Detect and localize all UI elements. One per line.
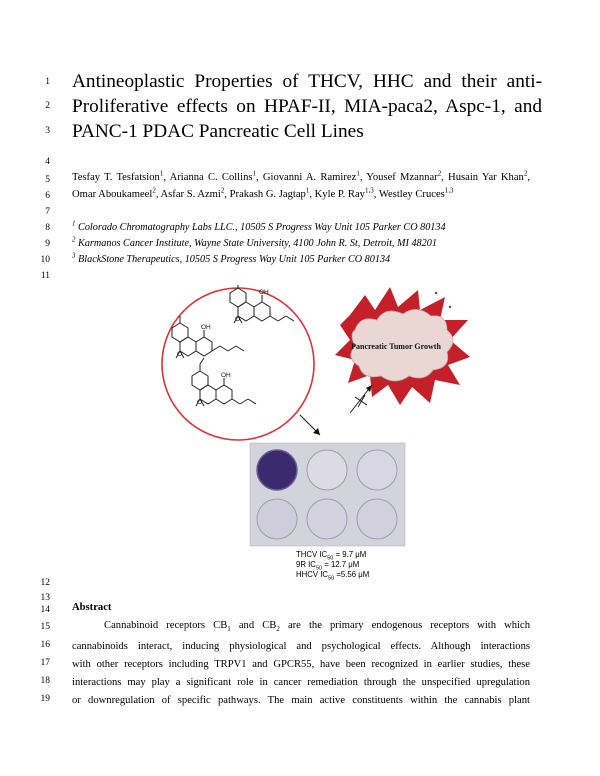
tumor-label: Pancreatic Tumor Growth: [351, 342, 441, 351]
author-affiliation-mark: 2: [523, 169, 528, 178]
ic50-value: 9R $IC_{50} = 12.7$ μM: [296, 560, 360, 572]
affiliation: [72, 221, 532, 235]
author-affiliation-mark: 2: [220, 185, 225, 194]
line-number: 16: [40, 640, 50, 650]
author-name: Kyle P. Ray: [314, 188, 365, 200]
line-number: 4: [45, 157, 50, 167]
line-number: 10: [40, 255, 50, 265]
line-number: 18: [40, 676, 50, 686]
affiliation: [72, 253, 532, 267]
line-number: 8: [45, 223, 50, 233]
author-name: Arianna C. Collins: [169, 172, 253, 183]
author-name: Westley Cruces: [378, 188, 445, 200]
line-number: 6: [45, 191, 50, 201]
abstract-line: with other receptors including TRPV1 and GPCR55, have been recognized in earlier studies, these: [72, 659, 530, 671]
author-name: Prakash G. Jagtap: [229, 188, 306, 200]
line-number: 3: [45, 126, 50, 136]
line-number: 9: [45, 239, 50, 249]
paper-title: [72, 69, 542, 144]
line-number: 15: [40, 622, 50, 632]
line-number: 12: [40, 578, 50, 588]
author-name: Omar Aboukameel: [72, 188, 153, 200]
line-number: 7: [45, 207, 50, 217]
line-number: 1: [45, 77, 50, 87]
well-plate-image: [250, 443, 405, 546]
author-affiliation-mark: 1: [305, 185, 310, 194]
line-number: 2: [45, 101, 50, 111]
line-number: 5: [45, 175, 50, 185]
line-number: 13: [40, 593, 50, 603]
abstract-heading: Abstract: [72, 602, 112, 613]
abstract-line: or downregulation of specific pathways. The main active constituents within the cannabis plant: [72, 695, 530, 707]
chemical-structures-panel: [162, 285, 320, 440]
svg-text:O: O: [235, 316, 241, 323]
author-affiliation-mark: 2: [152, 185, 156, 194]
line-number: 14: [40, 605, 50, 615]
author-name: Husain Yar Khan: [448, 172, 524, 183]
author-affiliation-mark: 1,3: [444, 185, 454, 194]
author-name: Yousef Mzannar: [366, 172, 438, 183]
abstract-line: cannabinoids interact, inducing physiological and psychological effects. Although interactions: [72, 641, 530, 653]
ic50-value: HHCV $IC_{50} =5.56$ μM: [296, 570, 370, 582]
svg-text:O: O: [177, 351, 183, 358]
author-name: Giovanni A. Ramirez: [262, 172, 357, 183]
title-line: PANC-1 PDAC Pancreatic Cell Lines: [72, 121, 364, 142]
affiliation: [72, 237, 532, 251]
author-affiliation-mark: 1: [159, 169, 164, 178]
author-name: Tesfay T. Tesfatsion: [72, 172, 160, 183]
author-list: Tesfay T. Tesfatsion$^1$, Arianna C. Collins$^1$, Giovanni A. Ramirez$^1$, Yousef Mzannar$^2$, Husain Yar Khan$^2$, Omar Aboukameel$^2$, Asfar S. Azmi$^2$, Prakash G. Jagtap$^1$, Kyle P. Ray$^{1,3}$, Westley Cruces$^{1,3}$: [72, 169, 531, 200]
affiliation-mark: 3: [72, 251, 76, 260]
title-line: Proliferative effects on HPAF-II, MIA-paca2, Aspc-1, and: [72, 96, 542, 117]
ic50-value: THCV $IC_{50} = 9.7$ μM: [296, 550, 367, 562]
author-affiliation-mark: 1: [356, 169, 360, 178]
line-number: 19: [40, 694, 50, 704]
graphical-abstract: [150, 285, 480, 585]
affiliation-text: BlackStone Therapeutics, 10505 S Progress Way Unit 105 Parker CO 80134: [78, 254, 391, 265]
affiliation-text: Karmanos Cancer Institute, Wayne State University, 4100 John R. St, Detroit, MI 48201: [78, 238, 437, 249]
tumor-growth-graphic: [335, 287, 470, 413]
affiliation-mark: 1: [72, 219, 76, 228]
abstract-line: Cannabinoid receptors $CB_1$ and $CB_2$ are the primary endogenous receptors with which: [104, 620, 530, 634]
svg-text:O: O: [197, 399, 203, 406]
line-number: 11: [40, 271, 50, 281]
author-affiliation-mark: 2: [437, 169, 442, 178]
author-name: Asfar S. Azmi: [160, 188, 221, 200]
svg-text:OH: OH: [201, 324, 211, 331]
abstract-line: interactions may play a significant role in cancer remediation through the unspecified upregulation: [72, 677, 530, 689]
svg-text:OH: OH: [259, 289, 269, 296]
author-affiliation-mark: 1: [252, 169, 256, 178]
line-number: 17: [40, 658, 50, 668]
author-affiliation-mark: 1,3: [364, 185, 374, 194]
title-line: Antineoplastic Properties of THCV, HHC and their anti-: [72, 71, 542, 92]
affiliation-mark: 2: [72, 235, 76, 244]
abstract-body: [72, 617, 530, 710]
affiliation-text: Colorado Chromatography Labs LLC., 10505 S Progress Way Unit 105 Parker CO 80134: [78, 222, 446, 233]
svg-text:OH: OH: [221, 372, 231, 379]
